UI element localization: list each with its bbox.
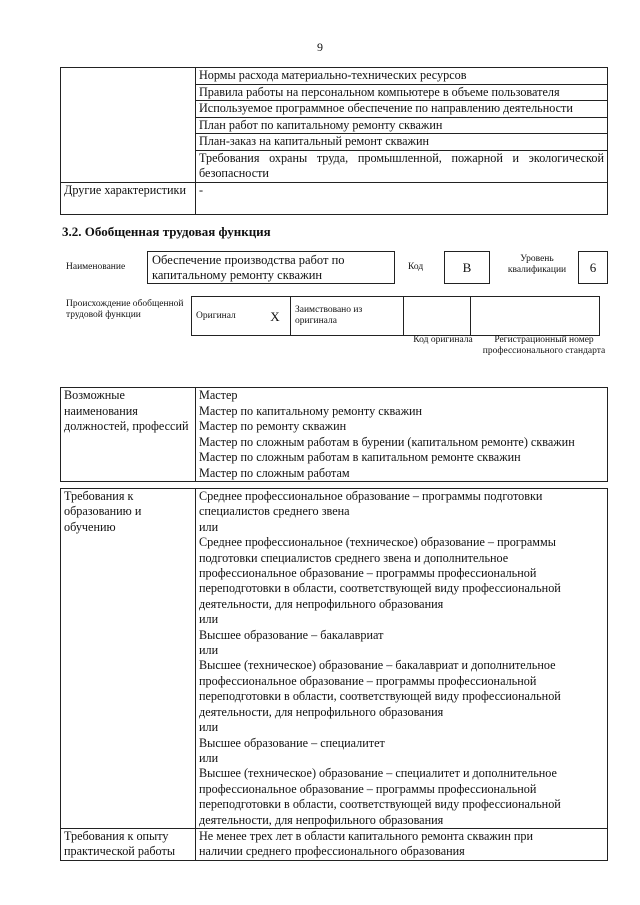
position-item: Мастер по сложным работам в капитальном ремонте скважин (196, 450, 608, 466)
table-cell-empty (61, 68, 196, 183)
education-line: или (199, 612, 219, 627)
other-characteristics-value: - (196, 182, 608, 214)
code-label: Код (408, 262, 424, 272)
table-row (61, 68, 608, 85)
education-line: Высшее (техническое) образование – бакалавриат и дополнительное (199, 658, 556, 673)
name-label: Наименование (66, 262, 126, 272)
origin-label: Происхождение обобщенной трудовой функции (66, 299, 184, 320)
position-item: Мастер по ремонту скважин (196, 419, 608, 435)
table-cell: Используемое программное обеспечение по направлению деятельности (196, 101, 608, 118)
education-line: специалистов среднего звена (199, 504, 350, 519)
education-line: переподготовки в области, соответствующей виду профессиональной (199, 689, 561, 704)
education-line: переподготовки в области, соответствующей виду профессиональной (199, 581, 561, 596)
reg-number-cell (471, 297, 600, 336)
education-value (196, 489, 608, 829)
borrowed-label: Заимствовано из оригинала (291, 297, 404, 336)
page-number: 9 (317, 40, 323, 54)
position-item: Мастер по сложным работам (196, 466, 608, 482)
table-cell: План работ по капитальному ремонту скважин (196, 117, 608, 134)
education-line: или (199, 643, 219, 658)
education-line: профессиональное образование – программы профессиональной (199, 566, 537, 581)
education-line: Высшее образование – бакалавриат (199, 627, 384, 642)
positions-label: Возможные наименования должностей, профессий (61, 388, 196, 482)
table-row (61, 489, 608, 829)
education-line: Высшее образование – специалитет (199, 735, 385, 750)
knowledge-table (60, 67, 608, 215)
level-value: 6 (578, 251, 608, 284)
education-line: переподготовки в области, соответствующей виду профессиональной (199, 797, 561, 812)
table-cell: Правила работы на персональном компьютере в объеме пользователя (196, 84, 608, 101)
education-line: деятельности, для непрофильного образования (199, 596, 444, 611)
positions-table (60, 387, 608, 482)
table-row (192, 297, 600, 336)
education-line: Среднее профессиональное (техническое) образование – программы (199, 535, 556, 550)
education-line: деятельности, для непрофильного образования (199, 812, 444, 827)
table-row (61, 182, 608, 214)
table-row (61, 388, 608, 404)
level-label: Уровень квалификации (507, 254, 567, 275)
education-line: или (199, 519, 219, 534)
section-title: 3.2. Обобщенная трудовая функция (62, 224, 271, 239)
position-item: Мастер (196, 388, 608, 404)
table-row (61, 828, 608, 860)
position-item: Мастер по сложным работам в бурении (капитальном ремонте) скважин (196, 435, 608, 451)
name-value: Обеспечение производства работ по капитальному ремонту скважин (147, 251, 395, 284)
education-line: или (199, 750, 219, 765)
origin-table (191, 296, 600, 336)
code-original-cell (404, 297, 471, 336)
education-line: Среднее профессиональное образование – программы подготовки (199, 489, 543, 503)
requirements-table (60, 488, 608, 861)
education-line: деятельности, для непрофильного образования (199, 704, 444, 719)
table-cell: План-заказ на капитальный ремонт скважин (196, 134, 608, 151)
table-cell: Требования охраны труда, промышленной, пожарной и экологической безопасности (196, 150, 608, 182)
reg-number-caption: Регистрационный номер профессионального стандарта (482, 335, 606, 356)
original-mark: X (260, 297, 291, 336)
experience-label: Требования к опыту практической работы (61, 828, 196, 860)
education-line: профессиональное образование – программы профессиональной (199, 673, 537, 688)
position-item: Мастер по капитальному ремонту скважин (196, 404, 608, 420)
experience-line: наличии среднего профессионального образования (199, 844, 465, 859)
original-label: Оригинал (192, 297, 261, 336)
education-label: Требования к образованию и обучению (61, 489, 196, 829)
experience-value (196, 828, 608, 860)
code-original-caption: Код оригинала (413, 335, 473, 345)
other-characteristics-label: Другие характеристики (61, 182, 196, 214)
table-cell: Нормы расхода материально-технических ресурсов (196, 68, 608, 85)
experience-line: Не менее трех лет в области капитального ремонта скважин при (199, 828, 534, 843)
education-line: Высшее (техническое) образование – специалитет и дополнительное (199, 766, 557, 781)
education-line: профессиональное образование – программы профессиональной (199, 781, 537, 796)
education-line: подготовки специалистов среднего звена и дополнительное (199, 550, 509, 565)
education-line: или (199, 720, 219, 735)
code-value: В (444, 251, 490, 284)
